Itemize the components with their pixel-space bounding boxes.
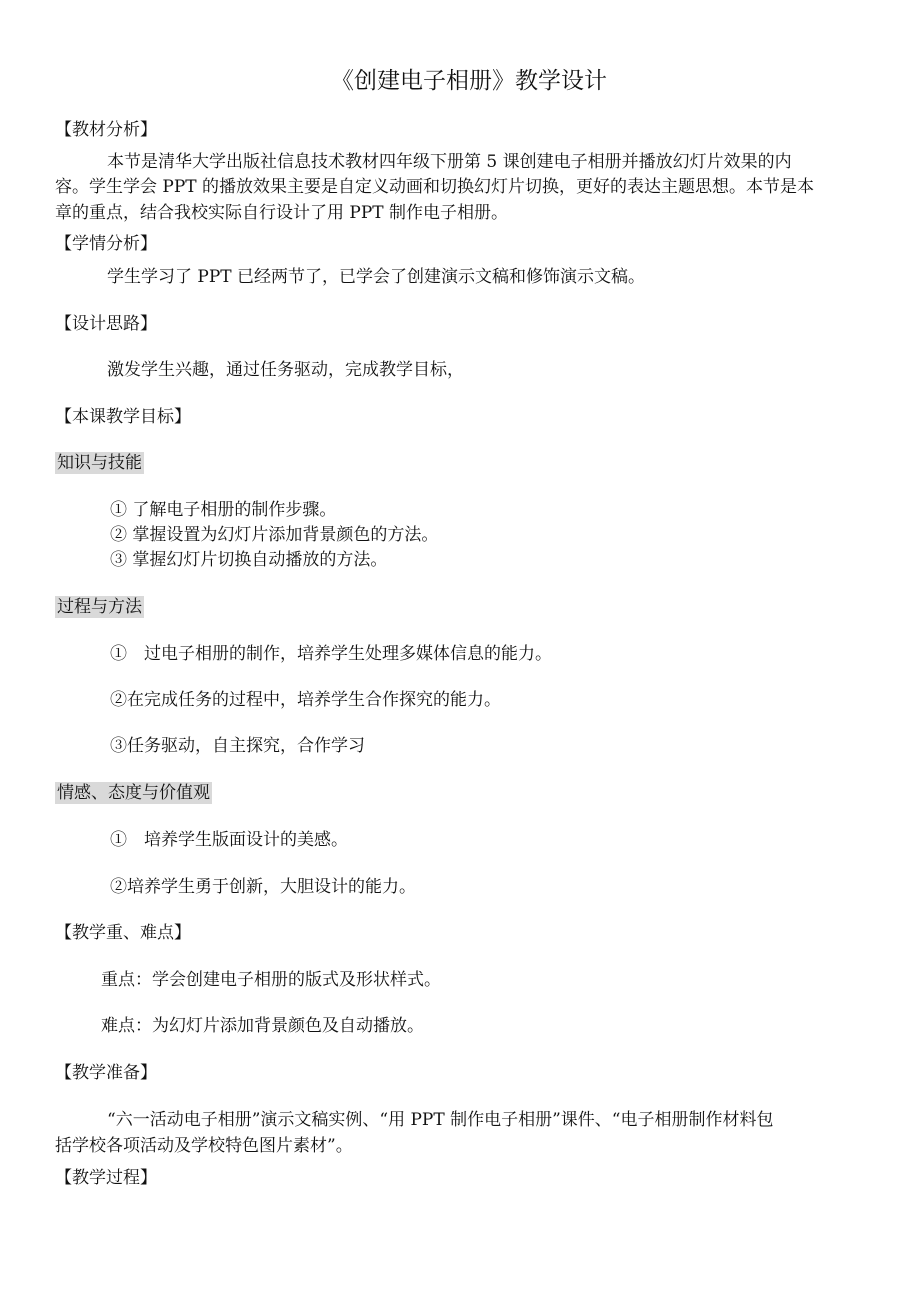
paragraph-line: 难点：为幻灯片添加背景颜色及自动播放。 [101,1016,424,1036]
list-item: ③ 掌握幻灯片切换自动播放的方法。 [110,550,388,570]
subheading-emotion-values: 情感、态度与价值观 [57,783,210,803]
section-heading-student-analysis: 【学情分析】 [55,234,157,254]
list-item: ③任务驱动，自主探究，合作学习 [110,736,365,756]
subheading-knowledge-skills: 知识与技能 [57,453,142,473]
section-heading-design-idea: 【设计思路】 [55,314,157,334]
paragraph-line: 学生学习了 PPT 已经两节了，已学会了创建演示文稿和修饰演示文稿。 [107,267,646,287]
list-item: ① 培养学生版面设计的美感。 [110,830,348,850]
list-item: ② 掌握设置为幻灯片添加背景颜色的方法。 [110,525,439,545]
list-item: ②培养学生勇于创新，大胆设计的能力。 [110,877,416,897]
paragraph-line: 激发学生兴趣，通过任务驱动，完成教学目标， [107,360,464,380]
page-title: 《创建电子相册》教学设计 [331,68,607,94]
subheading-process-method: 过程与方法 [57,597,142,617]
list-item: ②在完成任务的过程中，培养学生合作探究的能力。 [110,690,501,710]
list-item: ① 过电子相册的制作，培养学生处理多媒体信息的能力。 [110,644,552,664]
paragraph-line: 容。学生学会 PPT 的播放效果主要是自定义动画和切换幻灯片切换，更好的表达主题思想。本节是本 [55,177,815,197]
section-heading-textbook-analysis: 【教材分析】 [55,120,157,140]
paragraph-line: 括学校各项活动及学校特色图片素材”。 [55,1136,353,1156]
paragraph-line: 重点：学会创建电子相册的版式及形状样式。 [101,970,441,990]
paragraph-line: 章的重点，结合我校实际自行设计了用 PPT 制作电子相册。 [55,203,509,223]
paragraph-line: 本节是清华大学出版社信息技术教材四年级下册第 5 课创建电子相册并播放幻灯片效果的内 [107,152,792,172]
section-heading-teaching-preparation: 【教学准备】 [55,1063,157,1083]
section-heading-key-difficult-points: 【教学重、难点】 [55,923,191,943]
list-item: ① 了解电子相册的制作步骤。 [110,500,337,520]
section-heading-teaching-goals: 【本课教学目标】 [55,407,191,427]
paragraph-line: “六一活动电子相册”演示文稿实例、“用 PPT 制作电子相册”课件、“电子相册制作材料包 [107,1110,774,1130]
section-heading-teaching-process: 【教学过程】 [55,1168,157,1188]
